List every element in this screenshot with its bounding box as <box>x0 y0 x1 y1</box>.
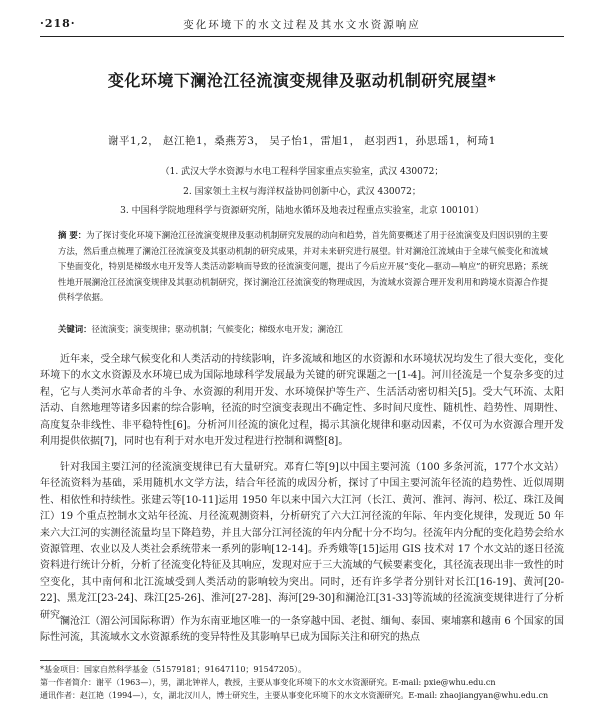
affiliation-3: 3. 中国科学院地理科学与资源研究所，陆地水循环及地表过程重点实验室，北京 100101） <box>120 206 484 216</box>
running-header <box>40 14 564 36</box>
journal-title: 变化环境下的水文过程及其水文水资源响应 <box>183 19 421 31</box>
header-rule <box>40 36 564 37</box>
footnote-corresponding-author: 通讯作者：赵江艳（1994—），女，湖北汉川人，博士研究生，主要从事变化环境下的水文水资源研究。E-mail: zhaojiangyan@whu.edu.cn <box>40 691 549 700</box>
footnote-funding: *基金项目：国家自然科学基金（51579181；91647110；91547205）。 <box>40 665 307 674</box>
body-paragraph-2: 针对我国主要江河的径流演变规律已有大量研究。邓育仁等[9]以中国主要河流（100 多条河流，177个水文站）年径流资料为基础，采用随机水文学方法，结合年径流的成因分析，探讨了中国主要河流年径流的趋势性、近似周期性、相依性和持续性。张建云等[10-11]运用 1950 年以来中国六大江河（长江、黄河、淮河、海河、松辽、珠江及闽江）19 个重点控制水文站年径流、月径流观测资料，分析研究了六大江河径流的年际、年内变化规律，发现近 50 年来六大江河的实测径流量均呈下降趋势，并且大部分江河径流的年内分配十分不均匀。径流年内分配的变化趋势会给水资源管理、农业以及人类社会系统带来一系列的影响[12-14]。乔秀娥等[15]运用 GIS 技术对 17 个水文站的逐日径流资料进行统计分析，分析了径流变化特征及其响应，发现对应于三大流域的气候要素变化，其径流表现出非一致性的时空变化，其中南何和北江流域受到人类活动的影响较为突出。同时，还有许多学者分别针对长江[16-19]、黄河[20-22]、黑龙江[23-24]、珠江[25-26]、淮河[27-28]、海河[29-30]和澜沧江[31-33]等流域的径流演变规律进行了分析研究。 <box>40 462 564 621</box>
affiliation-1: （1. 武汉大学水资源与水电工程科学国家重点实验室，武汉 430072； <box>160 167 444 177</box>
keywords-text: 径流演变；演变规律；驱动机制；气候变化；梯级水电开发；澜沧江 <box>91 324 343 334</box>
keywords <box>58 323 548 336</box>
body-paragraph-3: 澜沧江（湄公河国际称谓）作为东南亚地区唯一的一条穿越中国、老挝、缅甸、泰国、柬埔寨和越南 6 个国家的国际性河流，其流域水文水资源系统的变异特性及其影响早已成为国际关注和研究的热点 <box>40 616 564 644</box>
keywords-label: 关键词： <box>58 324 92 334</box>
footnote-first-author: 第一作者简介：谢平（1963—），男，湖北钟祥人，教授，主要从事变化环境下的水文水资源研究。E-mail: pxie@whu.edu.cn <box>40 678 496 687</box>
abstract-label: 摘 要： <box>58 230 87 240</box>
body-paragraph-1: 近年来，受全球气候变化和人类活动的持续影响，许多流域和地区的水资源和水环境状况均发生了很大变化，变化环境下的水文水资源及水环境已成为国际地球科学发展最为关键的研究课题之一[1-4]。河川径流是一个复杂多变的过程，它与人类河水革命者的斗争、水资源的利用开发、水环境保护等生产、生活活动密切相关[5]。受大气环流、太阳活动、自然地理等诸多因素的综合影响，径流的时空演变表现出不确定性、多时间尺度性、随机性、趋势性、周期性、高度复杂非线性、非平稳特性[6]。分析河川径流的演化过程，揭示其演化规律和驱动因素，不仅可为水资源合理开发利用提供依据[7]，同时也有利于对水电开发过程进行控制和调整[8]。 <box>40 354 564 448</box>
affiliation-2: 2. 国家领土主权与海洋权益协同创新中心，武汉 430072； <box>183 187 421 197</box>
abstract-text: 为了探讨变化环境下澜沧江径流演变规律及驱动机制研究发展的动向和趋势，首先简要概述了用于径流演变及归因识别的主要方法，然后重点梳理了澜沧江径流演变及其驱动机制的研究成果，并对未来研究进行展望。针对澜沧江流域由于全球气候变化和流域下垫面变化，特别是梯级水电开发等人类活动影响而导致的径流演变问题，提出了今后应开展“变化—驱动—响应”的研究思路；系统性地开展澜沧江径流演变规律及其驱动机制研究，探讨澜沧江径流演变的物理成因，为流域水资源合理开发利用和跨境水资源合作提供科学依据。 <box>58 230 548 303</box>
author-list: 谢平1,2， 赵江艳1，桑燕芳3， 吴子怡1，雷旭1， 赵羽西1，孙思瑶1，柯琦1 <box>108 135 496 147</box>
article-title: 变化环境下澜沧江径流演变规律及驱动机制研究展望* <box>107 71 497 90</box>
page-number: ·218· <box>40 17 76 30</box>
abstract <box>58 228 548 306</box>
footnote-rule <box>40 660 160 661</box>
